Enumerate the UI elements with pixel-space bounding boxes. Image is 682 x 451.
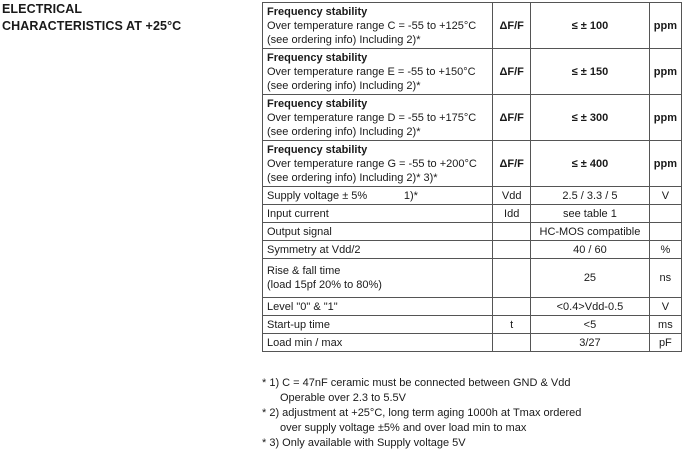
table-row: [263, 95, 682, 141]
param-note: (see ordering info) Including 2)*: [267, 125, 421, 138]
symbol-cell: [493, 334, 531, 352]
table-row: [263, 298, 682, 316]
param-detail: Over temperature range D = -55 to +175°C: [267, 111, 477, 124]
param-cell: Supply voltage ± 5% 1)*: [263, 187, 493, 205]
footnote-1: * 1) C = 47nF ceramic must be connected between GND & Vdd: [262, 377, 571, 389]
heading-line-2: CHARACTERISTICS AT +25°C: [2, 19, 182, 33]
symbol-cell: ΔF/F: [493, 3, 531, 49]
param-title: Rise & fall time: [267, 265, 341, 277]
symbol-cell: ΔF/F: [493, 95, 531, 141]
param-detail: Over temperature range E = -55 to +150°C: [267, 65, 476, 78]
unit-cell: ns: [649, 259, 681, 298]
table-row: [263, 49, 682, 95]
value-cell: ≤ ± 300: [531, 95, 650, 141]
symbol-cell: [493, 298, 531, 316]
unit-cell: V: [649, 298, 681, 316]
table-row: [263, 223, 682, 241]
table-row: [263, 241, 682, 259]
value-cell: 40 / 60: [531, 241, 650, 259]
param-cell: [263, 141, 493, 187]
param-note: (see ordering info) Including 2)*: [267, 33, 421, 46]
param-title: Frequency stability: [267, 143, 368, 156]
param-cell: Input current: [263, 205, 493, 223]
symbol-cell: ΔF/F: [493, 49, 531, 95]
footnotes: [262, 376, 581, 451]
footnote-3: * 3) Only available with Supply voltage 5V: [262, 437, 466, 449]
value-cell: 25: [531, 259, 650, 298]
param-detail: (load 15pf 20% to 80%): [267, 279, 382, 291]
table-row: [263, 205, 682, 223]
param-detail: Over temperature range C = -55 to +125°C: [267, 19, 477, 32]
table-row: [263, 3, 682, 49]
param-cell: [263, 95, 493, 141]
value-cell: see table 1: [531, 205, 650, 223]
symbol-cell: Idd: [493, 205, 531, 223]
unit-cell: ppm: [649, 141, 681, 187]
unit-cell: ms: [649, 316, 681, 334]
param-cell: Symmetry at Vdd/2: [263, 241, 493, 259]
param-note: (see ordering info) Including 2)* 3)*: [267, 171, 438, 184]
footnote-2: * 2) adjustment at +25°C, long term aging 1000h at Tmax ordered: [262, 407, 582, 419]
param-title: Frequency stability: [267, 51, 368, 64]
value-cell: HC-MOS compatible: [531, 223, 650, 241]
footnote-2-cont: over supply voltage ±5% and over load min to max: [280, 422, 527, 434]
param-cell: Load min / max: [263, 334, 493, 352]
unit-cell: pF: [649, 334, 681, 352]
heading-line-1: ELECTRICAL: [2, 2, 83, 16]
symbol-cell: [493, 259, 531, 298]
value-cell: 2.5 / 3.3 / 5: [531, 187, 650, 205]
table-row: [263, 141, 682, 187]
symbol-cell: ΔF/F: [493, 141, 531, 187]
symbol-cell: Vdd: [493, 187, 531, 205]
symbol-cell: t: [493, 316, 531, 334]
unit-cell: [649, 205, 681, 223]
unit-cell: V: [649, 187, 681, 205]
footnote-1-cont: Operable over 2.3 to 5.5V: [280, 392, 406, 404]
unit-cell: [649, 223, 681, 241]
param-cell: Start-up time: [263, 316, 493, 334]
table-row: [263, 187, 682, 205]
param-detail: Over temperature range G = -55 to +200°C: [267, 157, 477, 170]
value-cell: ≤ ± 100: [531, 3, 650, 49]
value-cell: ≤ ± 150: [531, 49, 650, 95]
table-row: [263, 316, 682, 334]
param-title: Frequency stability: [267, 5, 368, 18]
symbol-cell: [493, 223, 531, 241]
param-cell: [263, 259, 493, 298]
value-cell: <5: [531, 316, 650, 334]
table-row: [263, 259, 682, 298]
unit-cell: ppm: [649, 49, 681, 95]
symbol-cell: [493, 241, 531, 259]
value-cell: <0.4>Vdd-0.5: [531, 298, 650, 316]
unit-cell: %: [649, 241, 681, 259]
spec-table: [262, 2, 682, 352]
param-title: Frequency stability: [267, 97, 368, 110]
section-heading: [2, 1, 181, 35]
unit-cell: ppm: [649, 95, 681, 141]
param-note: (see ordering info) Including 2)*: [267, 79, 421, 92]
value-cell: ≤ ± 400: [531, 141, 650, 187]
param-cell: Output signal: [263, 223, 493, 241]
param-cell: [263, 49, 493, 95]
value-cell: 3/27: [531, 334, 650, 352]
unit-cell: ppm: [649, 3, 681, 49]
param-cell: [263, 3, 493, 49]
table-row: [263, 334, 682, 352]
param-cell: Level "0" & "1": [263, 298, 493, 316]
